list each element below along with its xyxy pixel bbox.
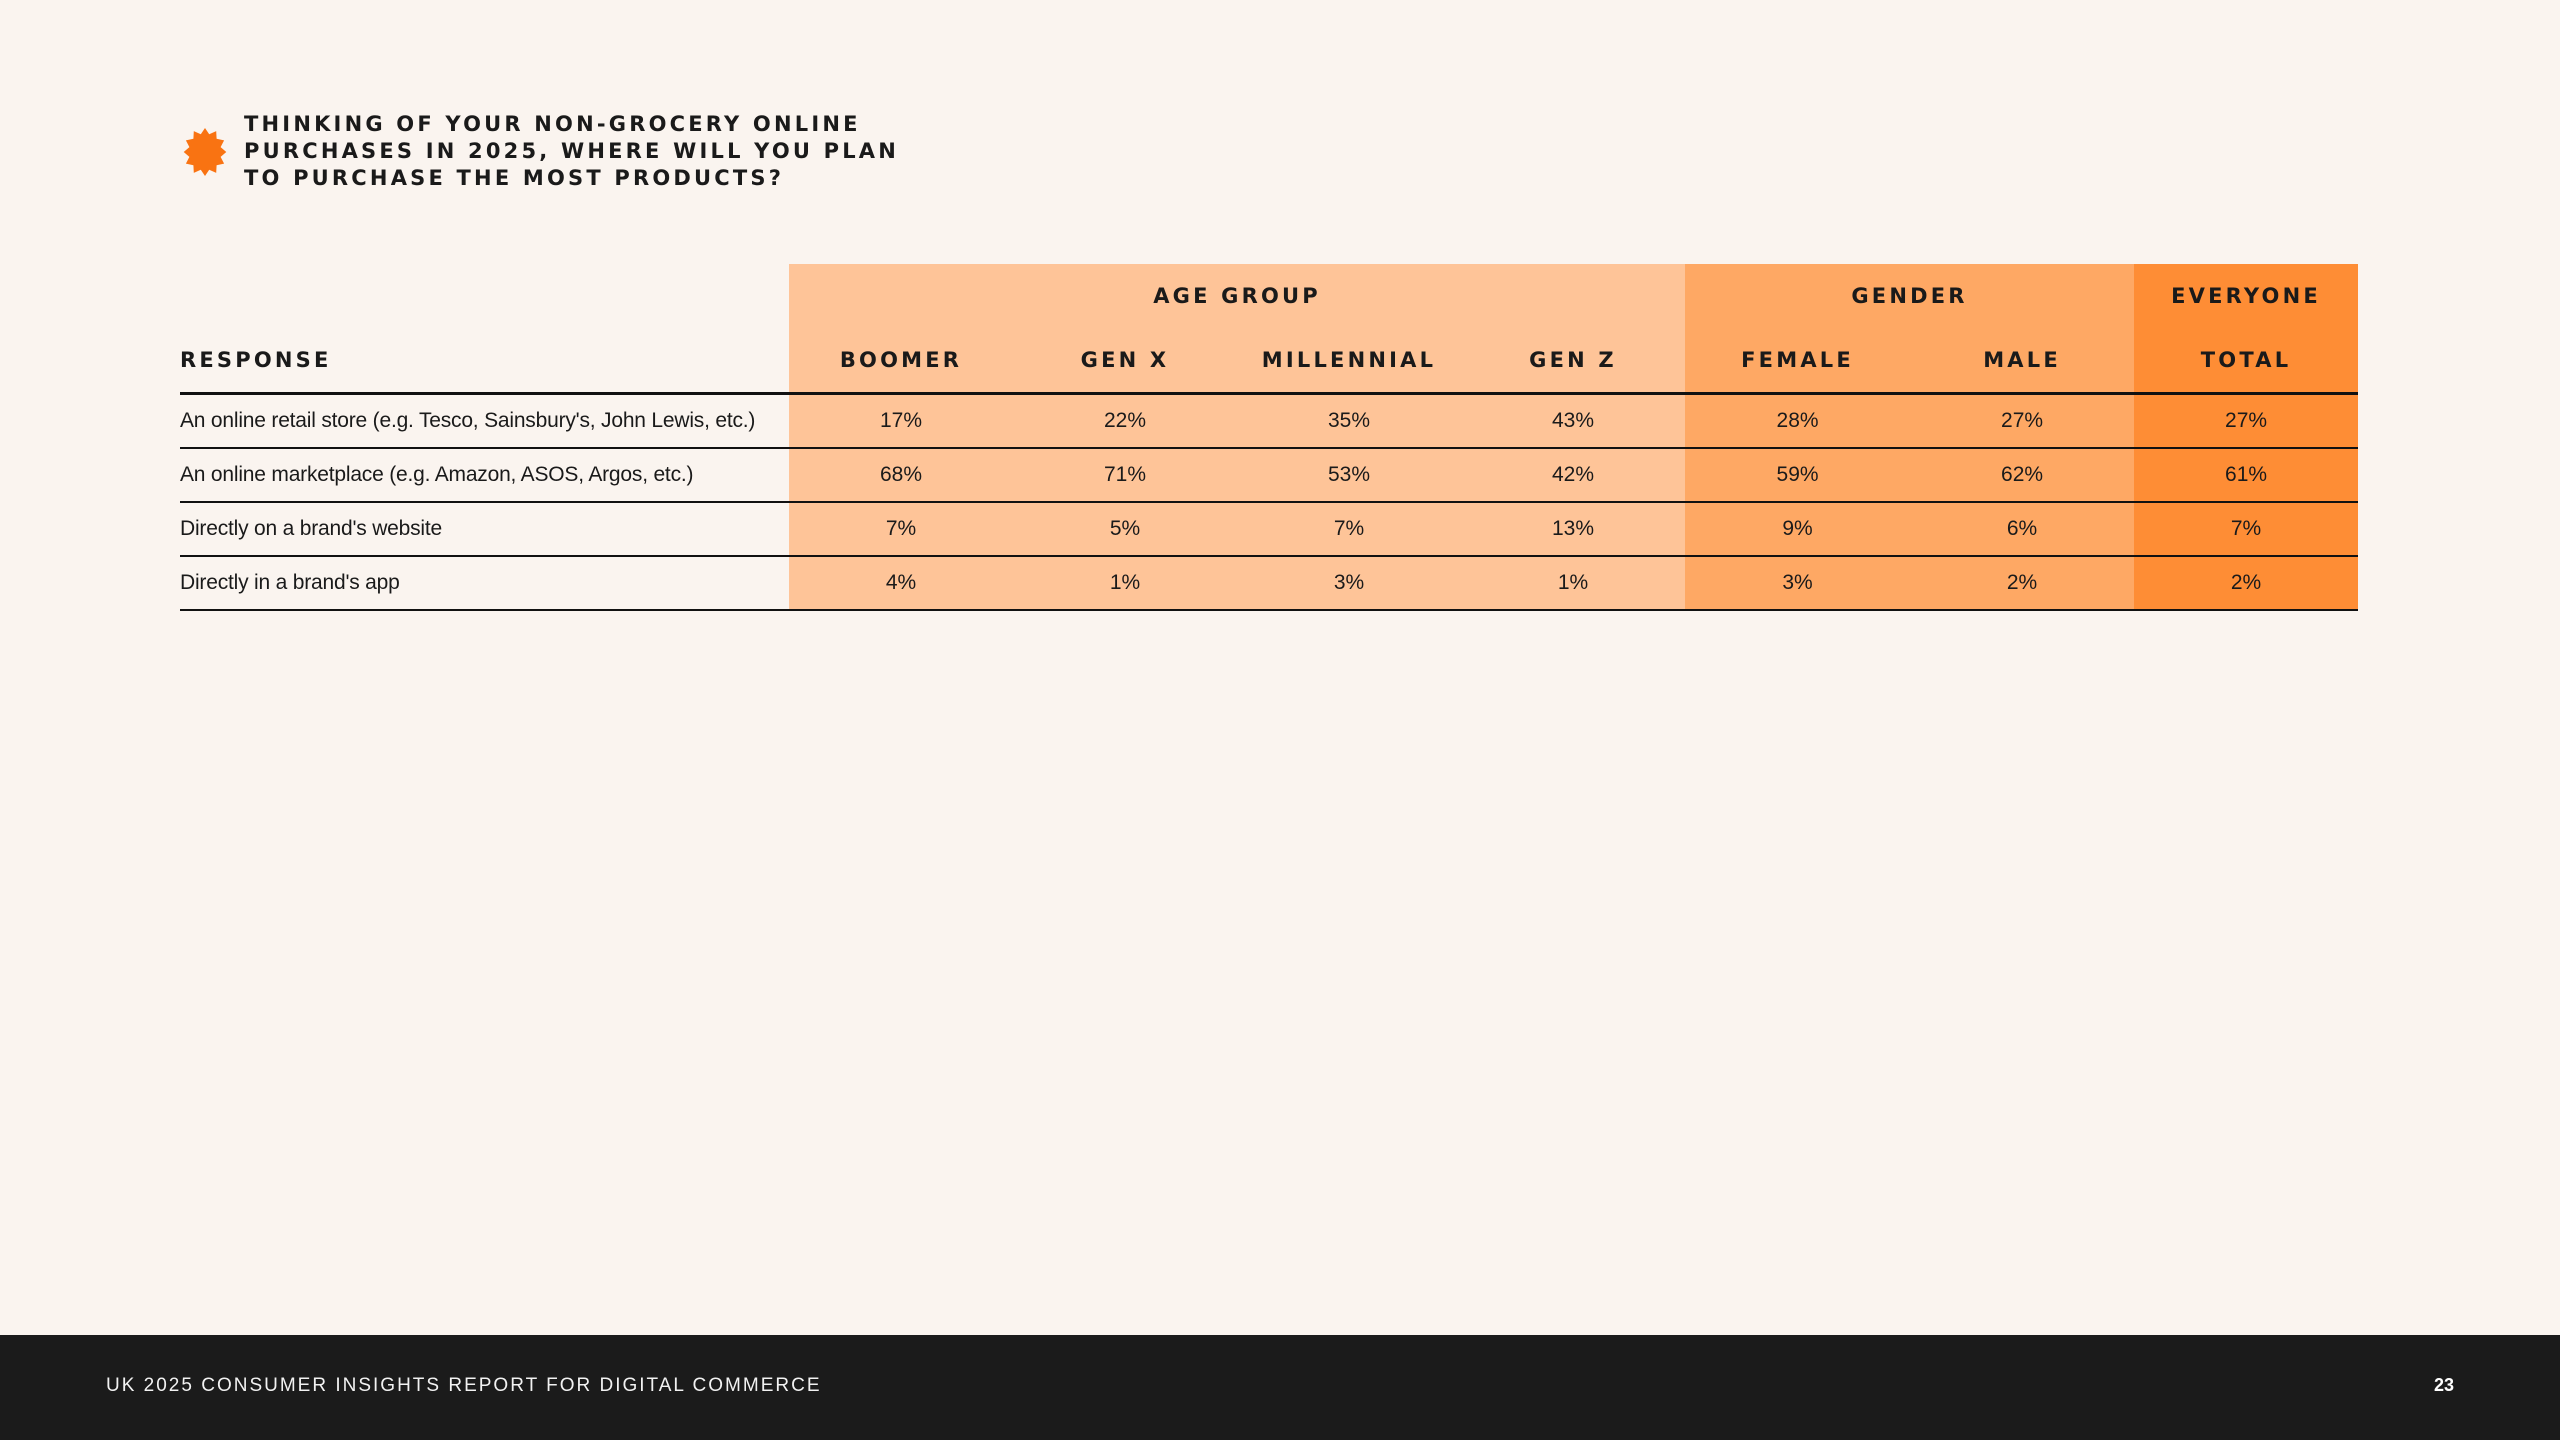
cell-gen-z: 43%: [1461, 394, 1685, 449]
column-header-row: [180, 327, 2358, 394]
cell-male: 62%: [1910, 448, 2134, 502]
page-footer: [0, 1335, 2560, 1440]
question-heading: [180, 111, 900, 192]
column-header-total: TOTAL: [2134, 327, 2358, 394]
cell-total: 61%: [2134, 448, 2358, 502]
cell-gen-x: 1%: [1013, 556, 1237, 610]
cell-gen-z: 13%: [1461, 502, 1685, 556]
cell-total: 7%: [2134, 502, 2358, 556]
cell-millennial: 35%: [1237, 394, 1461, 449]
cell-male: 2%: [1910, 556, 2134, 610]
title-line: PURCHASES IN 2025, WHERE WILL YOU PLAN: [244, 139, 900, 163]
cell-boomer: 4%: [789, 556, 1013, 610]
row-label: An online retail store (e.g. Tesco, Sainsbury's, John Lewis, etc.): [180, 394, 789, 449]
column-header-response: RESPONSE: [180, 327, 789, 394]
column-header-female: FEMALE: [1685, 327, 1910, 394]
cell-millennial: 7%: [1237, 502, 1461, 556]
cell-female: 9%: [1685, 502, 1910, 556]
row-label: Directly in a brand's app: [180, 556, 789, 610]
cell-male: 6%: [1910, 502, 2134, 556]
cell-gen-z: 42%: [1461, 448, 1685, 502]
column-header-gen-x: GEN X: [1013, 327, 1237, 394]
row-label: Directly on a brand's website: [180, 502, 789, 556]
orange-burst-icon: [180, 127, 230, 177]
cell-millennial: 3%: [1237, 556, 1461, 610]
cell-millennial: 53%: [1237, 448, 1461, 502]
cell-male: 27%: [1910, 394, 2134, 449]
survey-results-table: [180, 264, 2358, 611]
cell-boomer: 68%: [789, 448, 1013, 502]
cell-boomer: 7%: [789, 502, 1013, 556]
cell-total: 27%: [2134, 394, 2358, 449]
group-header-age: AGE GROUP: [789, 264, 1685, 327]
cell-female: 3%: [1685, 556, 1910, 610]
cell-gen-x: 71%: [1013, 448, 1237, 502]
page-title: [244, 111, 900, 192]
table-row: [180, 502, 2358, 556]
table-row: [180, 556, 2358, 610]
group-header-gender: GENDER: [1685, 264, 2134, 327]
column-header-millennial: MILLENNIAL: [1237, 327, 1461, 394]
column-header-gen-z: GEN Z: [1461, 327, 1685, 394]
footer-report-title: UK 2025 CONSUMER INSIGHTS REPORT FOR DIGITAL COMMERCE: [106, 1375, 822, 1396]
cell-gen-x: 5%: [1013, 502, 1237, 556]
cell-boomer: 17%: [789, 394, 1013, 449]
column-header-male: MALE: [1910, 327, 2134, 394]
group-header-blank: [180, 264, 789, 327]
cell-gen-x: 22%: [1013, 394, 1237, 449]
cell-gen-z: 1%: [1461, 556, 1685, 610]
table-row: [180, 394, 2358, 449]
cell-female: 28%: [1685, 394, 1910, 449]
page-number: 23: [2433, 1375, 2454, 1395]
row-label: An online marketplace (e.g. Amazon, ASOS, Argos, etc.): [180, 448, 789, 502]
group-header-everyone: EVERYONE: [2134, 264, 2358, 327]
group-header-row: [180, 264, 2358, 327]
title-line: TO PURCHASE THE MOST PRODUCTS?: [244, 166, 785, 190]
cell-total: 2%: [2134, 556, 2358, 610]
cell-female: 59%: [1685, 448, 1910, 502]
table-row: [180, 448, 2358, 502]
title-line: THINKING OF YOUR NON-GROCERY ONLINE: [244, 112, 861, 136]
column-header-boomer: BOOMER: [789, 327, 1013, 394]
